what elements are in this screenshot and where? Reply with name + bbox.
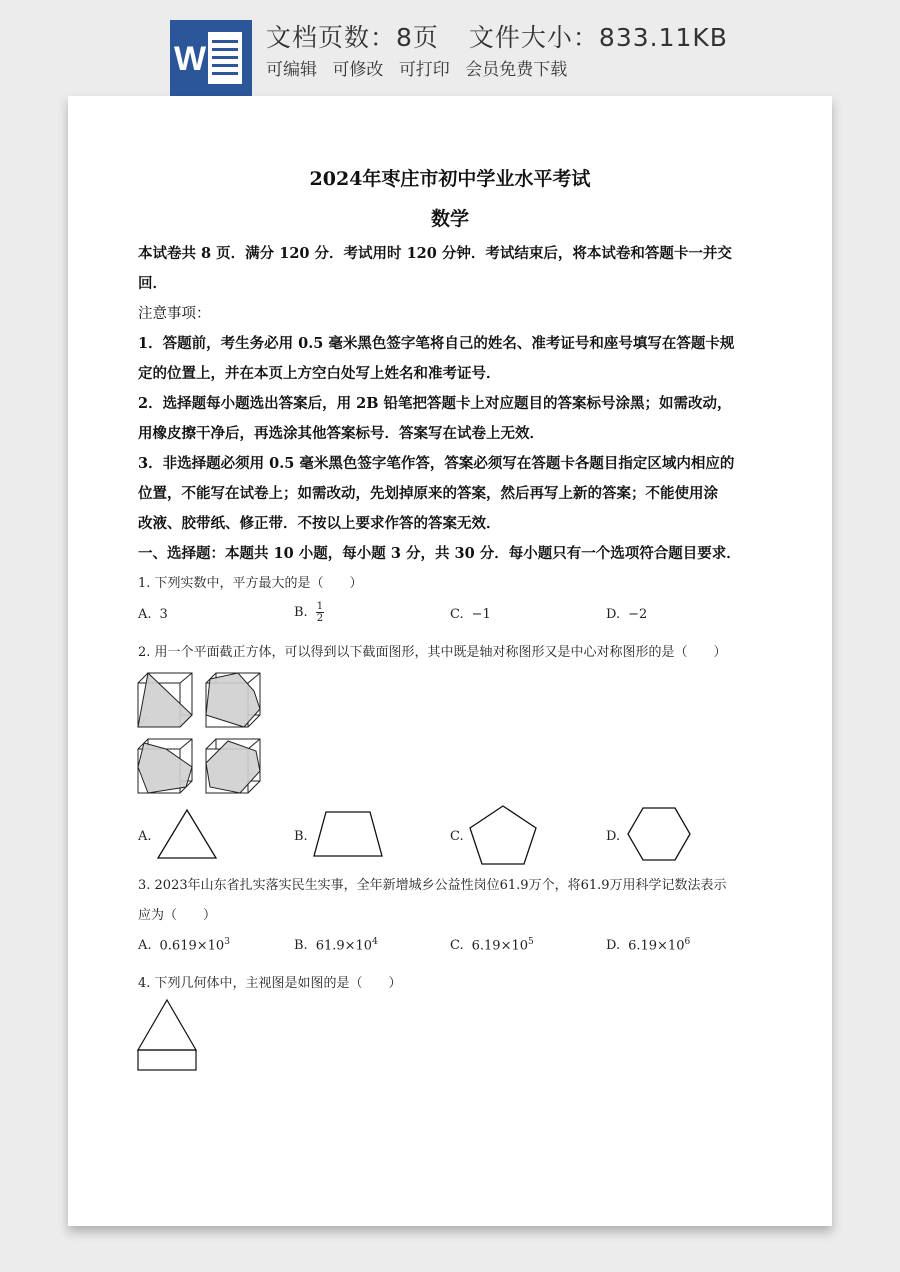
q3-b-exponent: 4 xyxy=(372,937,378,947)
q3-c-base: 6.19×10 xyxy=(471,938,529,954)
notice-2-line-2: 用橡皮擦干净后，再选涂其他答案标号．答案写在试卷上无效． xyxy=(138,425,544,442)
notice-3-line-2: 位置，不能写在试卷上；如需改动，先划掉原来的答案，然后再写上新的答案；不能使用涂 xyxy=(138,485,718,502)
notice-heading: 注意事项： xyxy=(138,306,211,322)
word-document-icon xyxy=(170,20,252,96)
word-icon-letter: W xyxy=(173,40,207,78)
feature-printable: 可打印 xyxy=(398,60,450,80)
cube-section-2 xyxy=(206,673,260,727)
q1-b-fraction xyxy=(316,601,324,624)
q1-c-label: C. xyxy=(450,607,464,622)
cube-section-1 xyxy=(138,673,192,727)
notice-2-line-1: 2．选择题每小题选出答案后，用 2B 铅笔把答题卡上对应题目的答案标号涂黑；如需改动， xyxy=(138,395,732,412)
q3-b-label: B. xyxy=(294,938,308,954)
download-banner xyxy=(0,0,900,96)
feature-modifiable: 可修改 xyxy=(332,60,384,80)
front-view-figure xyxy=(136,998,200,1072)
q1-d-label: D. xyxy=(606,607,621,622)
q3-d-label: D. xyxy=(606,938,621,954)
q2-d-label: D. xyxy=(606,829,621,844)
pentagon-shape xyxy=(468,804,538,866)
feature-member-download: 会员免费下载 xyxy=(465,60,568,80)
document-page xyxy=(68,96,832,1226)
notice-1-line-2: 定的位置上，并在本页上方空白处写上姓名和准考证号． xyxy=(138,365,501,382)
intro-line-2: 回． xyxy=(138,275,167,292)
q1-stem: 1. 下列实数中，平方最大的是（ ） xyxy=(138,576,363,591)
section-1-heading: 一、选择题：本题共 10 小题，每小题 3 分，共 30 分．每小题只有一个选项符合题目要求． xyxy=(138,545,741,562)
notice-3-line-1: 3．非选择题必须用 0.5 毫米黑色签字笔作答，答案必须写在答题卡各题目指定区域内相应的 xyxy=(138,455,735,472)
exam-title: 2024年枣庄市初中学业水平考试 xyxy=(309,168,591,190)
q4-stem: 4. 下列几何体中，主视图是如图的是（ ） xyxy=(138,976,402,991)
q1-b-label: B. xyxy=(294,605,308,620)
intro-line-1: 本试卷共 8 页．满分 120 分．考试用时 120 分钟．考试结束后，将本试卷和答题卡一并交 xyxy=(138,245,732,262)
q1-b-denominator: 2 xyxy=(316,613,324,624)
q3-option-c xyxy=(450,937,534,953)
q2-b-label: B. xyxy=(294,829,308,844)
q3-b-base: 61.9×10 xyxy=(315,938,373,954)
file-size: 文件大小：833.11KB xyxy=(468,23,728,52)
q3-d-base: 6.19×10 xyxy=(628,938,685,954)
cube-section-3 xyxy=(138,739,192,793)
feature-editable: 可编辑 xyxy=(266,60,317,80)
notice-1-line-1: 1．答题前，考生务必用 0.5 毫米黑色签字笔将自己的姓名、准考证号和座号填写在答题卡规 xyxy=(138,335,735,352)
q1-option-c xyxy=(450,607,491,622)
q1-option-b xyxy=(294,601,324,624)
triangle-shape xyxy=(156,808,218,860)
page-count: 文档页数：8页 xyxy=(266,23,439,52)
file-info-title xyxy=(266,18,728,54)
feature-list xyxy=(266,55,577,80)
q1-c-value: −1 xyxy=(471,607,491,622)
hexagon-shape xyxy=(626,806,692,862)
q3-c-exponent: 5 xyxy=(528,937,534,947)
q3-c-label: C. xyxy=(450,938,464,954)
exam-subject: 数学 xyxy=(430,208,469,230)
q2-stem: 2. 用一个平面截正方体，可以得到以下截面图形，其中既是轴对称图形又是中心对称图形的是（ ） xyxy=(138,645,727,660)
q3-stem-line-1: 3. 2023年山东省扎实落实民生实事，全年新增城乡公益性岗位61.9万个，将61.9万用科学记数法表示 xyxy=(138,878,727,893)
q3-option-b xyxy=(294,937,378,953)
q2-a-label: A. xyxy=(138,829,152,844)
q1-d-value: −2 xyxy=(628,607,648,622)
cube-sections-figure xyxy=(136,671,266,801)
q3-option-d xyxy=(606,937,690,953)
q3-option-a xyxy=(138,937,230,953)
q1-option-a xyxy=(138,607,168,622)
q1-b-numerator: 1 xyxy=(316,601,324,612)
q1-a-label: A. xyxy=(138,607,152,622)
q3-stem-line-2: 应为（ ） xyxy=(138,908,217,923)
cube-section-4 xyxy=(206,739,260,793)
notice-3-line-3: 改液、胶带纸、修正带．不按以上要求作答的答案无效． xyxy=(138,515,501,532)
q1-a-value: 3 xyxy=(159,607,168,622)
q3-a-label: A. xyxy=(138,938,152,954)
q3-a-base: 0.619×10 xyxy=(159,938,225,954)
q1-option-d xyxy=(606,607,647,622)
q3-a-exponent: 3 xyxy=(224,937,230,947)
trapezoid-shape xyxy=(312,810,384,858)
q2-c-label: C. xyxy=(450,829,464,844)
q3-d-exponent: 6 xyxy=(684,937,691,947)
